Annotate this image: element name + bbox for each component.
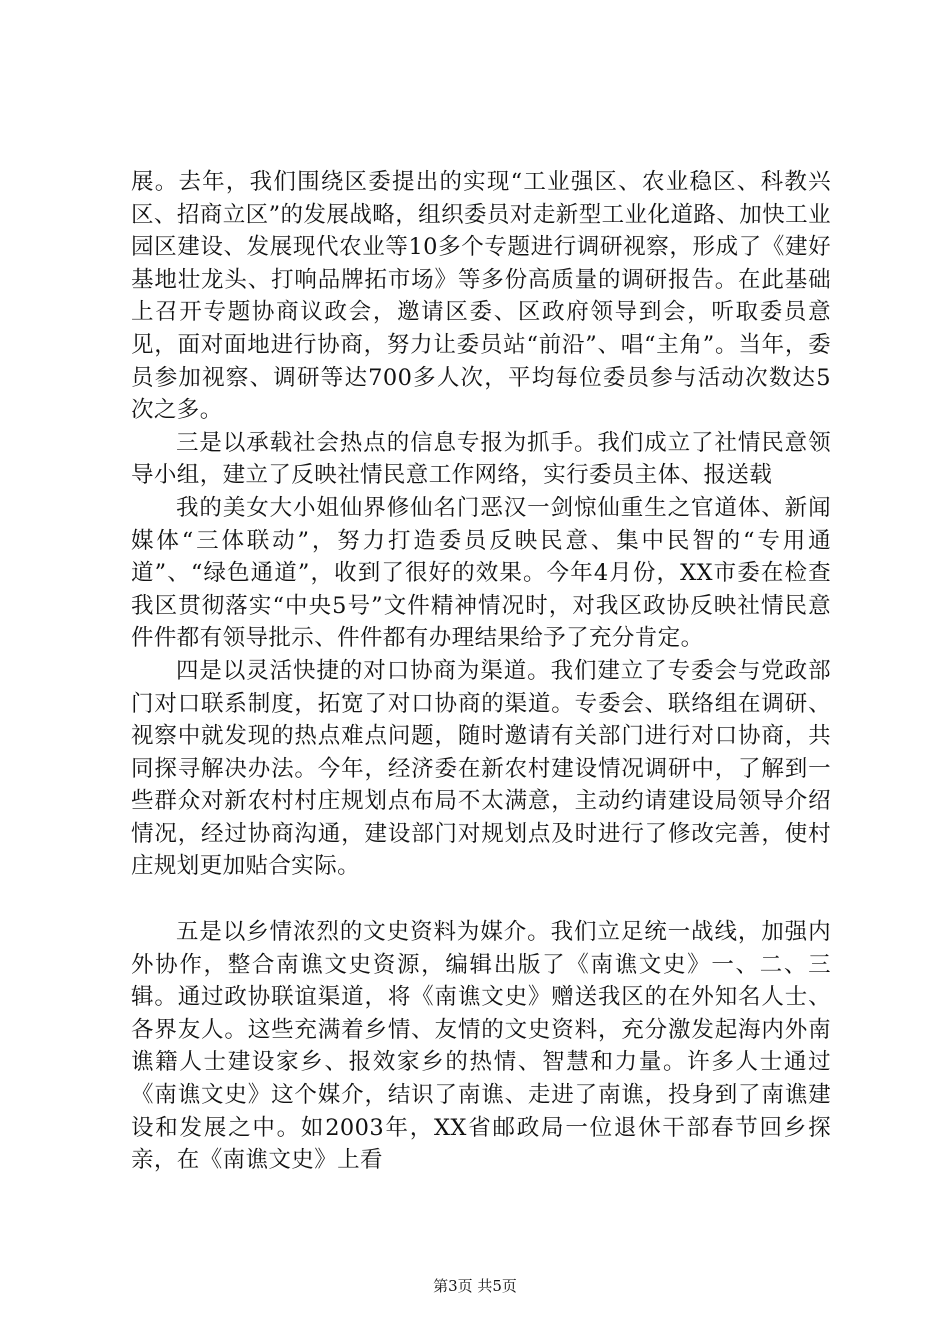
text-line: 谯、走进了南谯，投身到了南谯建设和发展之中。如2003年， [131, 1082, 831, 1141]
text-line: 果给予了充分肯定。 [497, 625, 704, 652]
text-line: “专用通道”、“绿色通道”，收到了很好的效果。今年4月 [131, 527, 831, 587]
text-line: 力让委员站“前沿”、唱“主角”。当年，委员参加视察、调 [131, 331, 831, 391]
text-line: 五是以乡情浓烈的文史资料为媒介。我们立足统一战线， [176, 919, 762, 946]
paragraph-item-three [131, 427, 831, 492]
text-line: 报送载 [703, 462, 773, 489]
text-line: 一、二、三辑。通过政协联谊渠道，将《南谯文史》赠送我区 [131, 951, 831, 1011]
text-line: 建设情况调研中，了解到一些群众对新农村村庄规划点布局不 [131, 755, 831, 815]
text-line: 对我区政协反映社情民意件件都有领导批示、件件都有办理结 [131, 592, 831, 652]
text-line: 智慧和力量。许多人士通过《南谯文史》这个媒介，结识了南 [131, 1049, 831, 1109]
paragraph-continuation [131, 166, 831, 427]
text-line: 加强内外协作，整合南谯文史资源，编辑出版了《南谯文史》 [131, 919, 831, 978]
text-line: 道路、加快工业园区建设、发展现代农业等10多个专题进行调 [131, 201, 831, 261]
text-line: 门进行对口协商，共同探寻解决办法。今年，经济委在新农村 [131, 723, 831, 782]
text-line: 四是以灵活快捷的对口协商为渠道。我们建立了专委会与 [176, 657, 762, 684]
text-line: 三是以承载社会热点的信息专报为抓手。我们成立了社情 [176, 429, 762, 456]
text-line: 民意领导小组，建立了反映社情民意工作网络，实行委员主体、 [131, 429, 831, 489]
paragraph-item-four [131, 655, 831, 883]
text-line: 部门对规划点及时进行了修改完善，使村庄规划更加贴合实际。 [131, 820, 831, 880]
paragraph-spacer [131, 883, 831, 916]
text-line: 研等达700多人次，平均每位委员参与活动次数达5次之多。 [131, 364, 831, 424]
text-line: 新闻媒体“三体联动”，努力打造委员反映民意、集中民智的 [131, 494, 831, 554]
text-line: 委、区政府领导到会，听取委员意见，面对面地进行协商，努 [131, 299, 831, 358]
paragraph-inserted-text [131, 492, 831, 655]
text-line: 高质量的调研报告。在此基础上召开专题协商议政会，邀请区 [131, 266, 831, 326]
text-line: XX省邮政局一位退休干部春节回乡探亲，在《南谯文史》上看 [131, 1114, 831, 1174]
text-line: 太满意，主动约请建设局领导介绍情况，经过协商沟通，建设 [131, 788, 831, 847]
text-line: 的在外知名人士、各界友人。这些充满着乡情、友情的文史资 [131, 984, 831, 1043]
paragraph-item-five [131, 916, 831, 1177]
page-number-footer: 第3页 共5页 [433, 1277, 517, 1295]
text-line: 研视察，形成了《建好基地壮龙头、打响品牌拓市场》等多份 [131, 234, 831, 293]
text-line: 料，充分激发起海内外南谯籍人士建设家乡、报效家乡的热情、 [131, 1016, 831, 1076]
text-line: 展。去年，我们围绕区委提出的实现“工业强区、农业稳区、 [131, 169, 761, 195]
text-line: 份，XX市委在检查我区贯彻落实“中央5号”文件精神情况时， [131, 560, 832, 619]
text-line: 络组在调研、视察中就发现的热点难点问题，随时邀请有关部 [131, 690, 831, 750]
text-line: 科教兴区、招商立区”的发展战略，组织委员对走新型工业化 [131, 169, 831, 228]
document-body [131, 166, 831, 1177]
text-line: 我的美女大小姐仙界修仙名门恶汉一剑惊仙重生之官道体、 [176, 494, 785, 521]
text-line: 党政部门对口联系制度，拓宽了对口协商的渠道。专委会、联 [131, 657, 831, 717]
